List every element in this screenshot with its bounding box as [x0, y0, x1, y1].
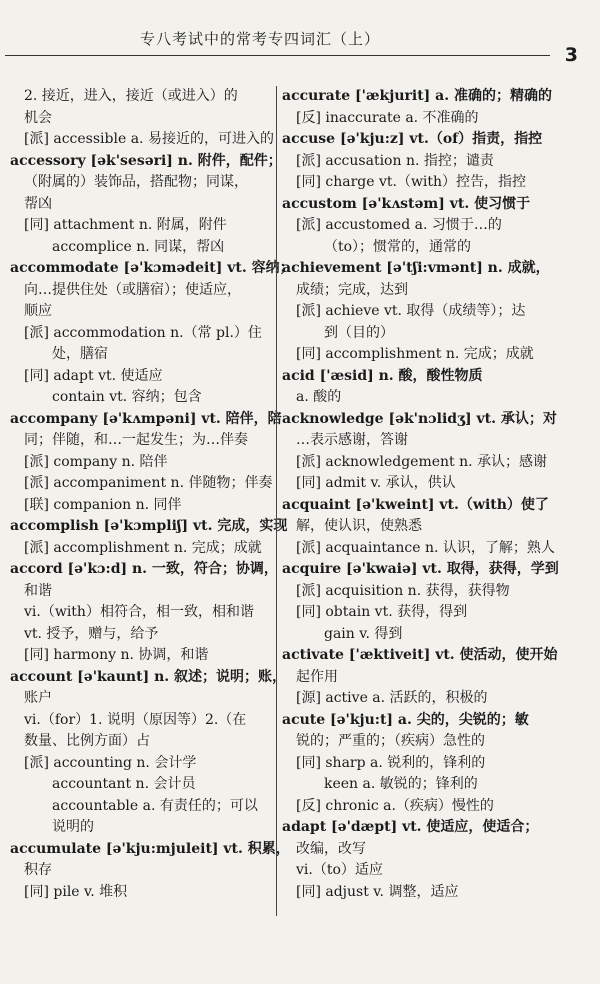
definition-line: 2. 接近，进入，接近（或进入）的	[24, 88, 238, 104]
definition-line: [联] companion n. 同伴	[24, 496, 182, 513]
definition-line: [派] accusation n. 指控；谴责	[296, 152, 494, 169]
definition-line: [派] achieve vt. 取得（成绩等）；达	[296, 303, 526, 319]
headword-line: accomplish [ə'kɔmpliʃ] vt. 完成，实现	[10, 518, 288, 534]
definition-line: 帮凶	[24, 195, 52, 212]
definition-continuation-line: gain v. 得到	[324, 625, 403, 642]
definition-line: 账户	[24, 690, 52, 706]
definition-line: [派] accustomed a. 习惯于…的	[296, 217, 502, 233]
definition-continuation-line: accountant n. 会计员	[52, 776, 196, 792]
definition-continuation-line: 处，膳宿	[52, 346, 108, 362]
definition-line: 顺应	[24, 303, 52, 319]
definition-line: 机会	[24, 109, 52, 126]
definition-line: [同] pile v. 堆积	[24, 883, 128, 900]
headword-line: accompany [ə'kʌmpəni] vt. 陪伴，陪	[10, 410, 282, 427]
definition-continuation-line: contain vt. 容纳；包含	[52, 389, 202, 405]
headword-line: accuse [ə'kju:z] vt.（of）指责，指控	[282, 131, 543, 147]
headword-line: activate ['æktiveit] vt. 使活动，使开始	[282, 647, 558, 663]
headword-line: acquire [ə'kwaiə] vt. 取得，获得，学到	[282, 561, 559, 577]
headword-line: acute [ə'kju:t] a. 尖的，尖锐的；敏	[282, 711, 529, 728]
headword-line: accurate ['ækjurit] a. 准确的；精确的	[282, 88, 552, 104]
definition-continuation-line: accomplice n. 同谋，帮凶	[52, 238, 225, 255]
column-divider	[276, 86, 277, 916]
definition-line: vi.（with）相符合，相一致，相和谐	[24, 604, 254, 620]
definition-line: …表示感谢，答谢	[296, 432, 408, 448]
definition-line: [派] accommodation n.（常 pl.）住	[24, 324, 262, 341]
definition-line: 同；伴随，和…一起发生；为…伴奏	[24, 432, 248, 448]
headword-line: achievement [ə'tʃi:vmənt] n. 成就，	[282, 260, 550, 276]
headword-line: accumulate [ə'kju:mjuleit] vt. 积累，	[10, 840, 290, 857]
definition-line: 积存	[24, 862, 52, 878]
page-number: 3	[564, 44, 578, 66]
headword-line: accord [ə'kɔ:d] n. 一致，符合；协调，	[10, 561, 278, 577]
headword-line: accessory [ək'sesəri] n. 附件，配件；	[10, 152, 282, 169]
definition-continuation-line: 说明的	[52, 819, 94, 835]
definition-continuation-line: accountable a. 有责任的；可以	[52, 797, 258, 814]
headword-line: accustom [ə'kʌstəm] vt. 使习惯于	[282, 195, 531, 212]
definition-line: 向…提供住处（或膳宿）；使适应，	[24, 281, 241, 298]
definition-line: 数量、比例方面）占	[24, 733, 150, 749]
definition-line: [同] charge vt.（with）控告，指控	[296, 174, 527, 190]
running-title: 专八考试中的常考专四词汇（上）	[139, 30, 380, 48]
definition-line: [派] acknowledgement n. 承认；感谢	[296, 453, 548, 470]
definition-continuation-line: keen a. 敏锐的；锋利的	[324, 776, 478, 792]
definition-line: [同] attachment n. 附属，附件	[24, 217, 227, 233]
definition-line: （附属的）装饰品，搭配物；同谋，	[24, 174, 248, 190]
definition-line: [同] harmony n. 协调，和谐	[24, 647, 209, 663]
headword-line: acid ['æsid] n. 酸，酸性物质	[282, 367, 483, 384]
headword-line: adapt [ə'dæpt] vt. 使适应，使适合；	[282, 819, 539, 835]
definition-line: vt. 授予，赠与，给予	[24, 625, 159, 642]
headword-line: account [ə'kaunt] n. 叙述；说明；账，	[10, 668, 286, 685]
definition-line: [源] active a. 活跃的，积极的	[296, 690, 488, 706]
definition-line: [派] accompaniment n. 伴随物；伴奏	[24, 475, 273, 491]
definition-line: 改编，改写	[296, 840, 366, 857]
headword-line: acknowledge [ək'nɔlidʒ] vt. 承认；对	[282, 410, 557, 427]
definition-continuation-line: 到（目的）	[324, 324, 394, 341]
definition-line: 和谐	[24, 582, 52, 599]
definition-line: [派] company n. 陪伴	[24, 453, 168, 470]
headword-line: accommodate [ə'kɔmədeit] vt. 容纳；	[10, 260, 294, 276]
definition-line: [同] accomplishment n. 完成；成就	[296, 346, 534, 362]
definition-line: [派] accomplishment n. 完成；成就	[24, 539, 262, 556]
right-column	[282, 86, 572, 903]
definition-line: [同] sharp a. 锐利的，锋利的	[296, 754, 486, 771]
definition-line: [派] acquaintance n. 认识，了解；熟人	[296, 539, 555, 556]
definition-line: [同] admit v. 承认，供认	[296, 475, 456, 491]
definition-line: a. 酸的	[296, 389, 342, 405]
header-rule	[5, 55, 550, 56]
definition-line: [派] acquisition n. 获得，获得物	[296, 582, 510, 599]
definition-line: [派] accounting n. 会计学	[24, 754, 197, 771]
definition-line: vi.（to）适应	[296, 862, 383, 878]
left-column	[10, 86, 294, 903]
definition-line: [同] adjust v. 调整，适应	[296, 883, 459, 900]
definition-line: [反] chronic a.（疾病）慢性的	[296, 797, 494, 814]
definition-line: [同] adapt vt. 使适应	[24, 367, 163, 384]
definition-line: 解，使认识，使熟悉	[296, 518, 422, 534]
definition-line: [反] inaccurate a. 不准确的	[296, 109, 479, 126]
definition-continuation-line: （to）；惯常的，通常的	[324, 238, 472, 255]
definition-line: [同] obtain vt. 获得，得到	[296, 604, 468, 620]
headword-line: acquaint [ə'kweint] vt.（with）使了	[282, 496, 549, 513]
definition-line: 锐的；严重的；（疾病）急性的	[296, 733, 485, 749]
definition-line: 起作用	[296, 668, 338, 685]
definition-line: vi.（for）1. 说明（原因等）2.（在	[24, 711, 247, 728]
page-header	[0, 0, 600, 74]
definition-line: 成绩；完成，达到	[296, 281, 408, 298]
definition-line: [派] accessible a. 易接近的，可进入的	[24, 131, 274, 147]
